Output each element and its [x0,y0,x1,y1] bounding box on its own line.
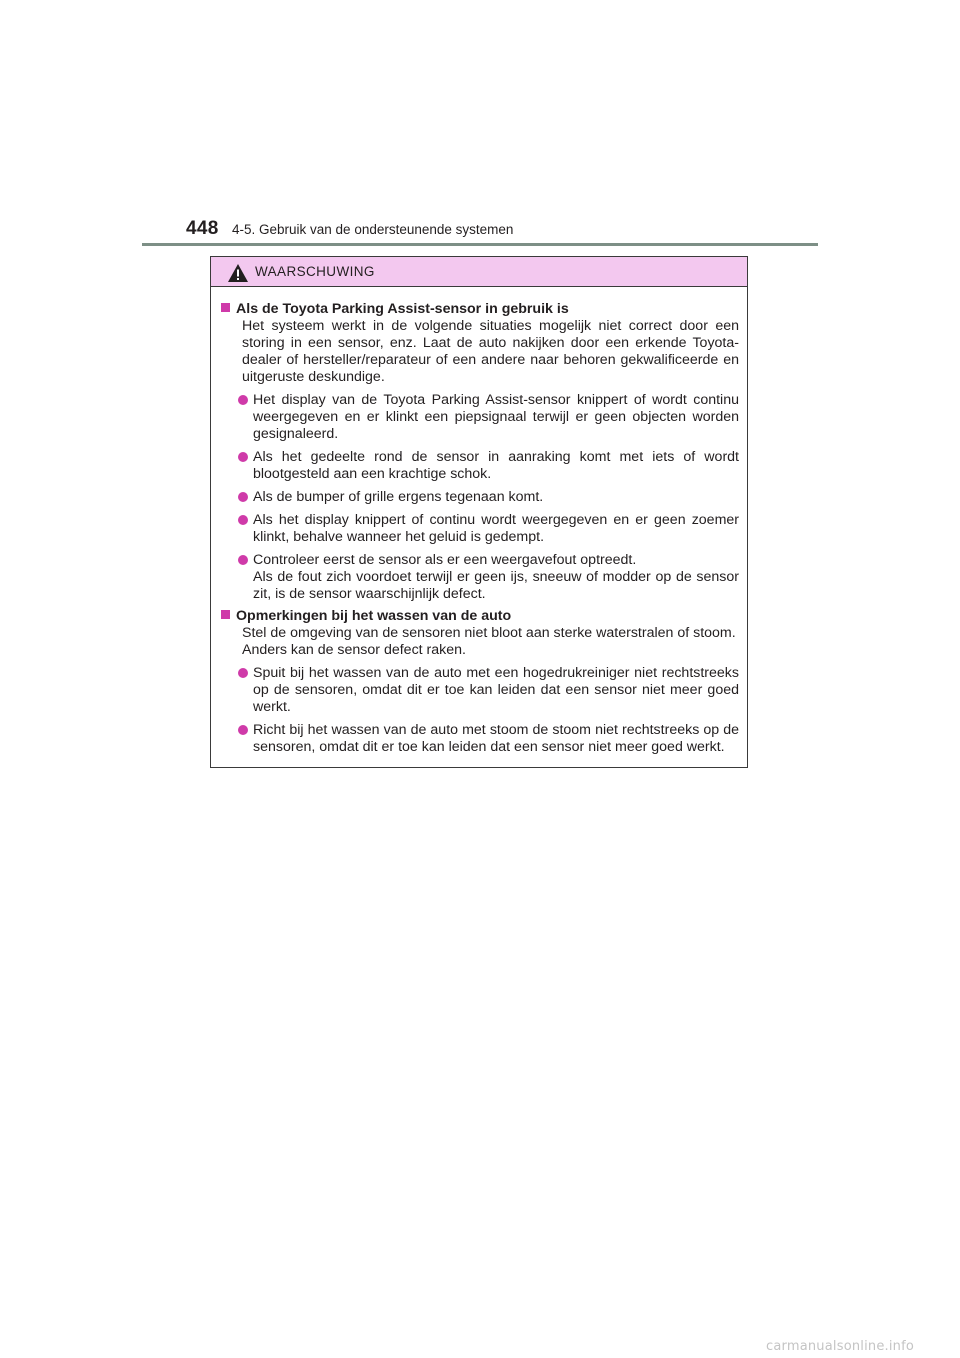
section-heading-text: Opmerkingen bij het wassen van de auto [236,608,512,624]
warning-label: WAARSCHUWING [255,264,375,279]
list-item-text: Het display van de Toyota Parking Assist-sensor knippert of wordt continu weergegeven en er klinkt een piepsignaal terwijl er geen objecten worden gesignaleerd. [253,392,739,442]
section-intro-line: Anders kan de sensor defect raken. [242,642,466,658]
list-item-text: Spuit bij het wassen van de auto met een hogedrukreiniger niet rechtstreeks op de sensoren, omdat dit er toe kan leiden dat een sensor niet meer goed werkt. [253,665,739,715]
section-intro-line: Stel de omgeving van de sensoren niet bloot aan sterke waterstralen of stoom. [242,625,736,641]
list-item-text: Als de bumper of grille ergens tegenaan komt. [253,489,544,505]
warning-box [210,256,748,768]
list-item-text: Als het gedeelte rond de sensor in aanraking komt met iets of wordt blootgesteld aan een krachtige schok. [253,449,739,482]
warning-triangle-icon [227,263,249,283]
round-bullet-icon [238,452,248,462]
list-item-text: Als het display knippert of continu wordt weergegeven en er geen zoemer klinkt, behalve wanneer het geluid is gedempt. [253,512,739,545]
warning-body [211,287,747,756]
round-bullet-icon [238,492,248,502]
round-bullet-icon [238,555,248,565]
section-heading [221,301,739,318]
warning-header [211,257,747,287]
list-item [221,489,739,506]
round-bullet-icon [238,725,248,735]
list-item [221,512,739,546]
section-title: 4-5. Gebruik van de ondersteunende systemen [232,222,514,237]
list-item [221,392,739,443]
list-item-line: Als de fout zich voordoet terwijl er geen ijs, sneeuw of modder op de sensor zit, is de sensor waarschijnlijk defect. [253,569,739,602]
watermark: carmanualsonline.info [766,1339,915,1354]
round-bullet-icon [238,395,248,405]
round-bullet-icon [238,668,248,678]
section-intro [221,625,739,659]
header-rule [142,243,818,246]
square-bullet-icon [221,610,230,619]
list-item [221,665,739,716]
list-item-text [253,552,739,603]
list-item [221,552,739,603]
list-item [221,722,739,756]
list-item-text: Richt bij het wassen van de auto met stoom de stoom niet rechtstreeks op de sensoren, omdat dit er toe kan leiden dat een sensor niet meer goed werkt. [253,722,739,755]
section-heading [221,608,739,625]
section-heading-text: Als de Toyota Parking Assist-sensor in gebruik is [236,301,569,317]
round-bullet-icon [238,515,248,525]
section-intro: Het systeem werkt in de volgende situaties mogelijk niet correct door een storing in een sensor, enz. Laat de auto nakijken door een erkende Toyota-dealer of hersteller/reparateur of een andere naar behoren gekwalificeerde en uitgeruste deskundige. [242,318,739,385]
list-item [221,449,739,483]
list-item-line: Controleer eerst de sensor als er een weergavefout optreedt. [253,552,637,568]
page-number: 448 [186,218,219,239]
square-bullet-icon [221,303,230,312]
